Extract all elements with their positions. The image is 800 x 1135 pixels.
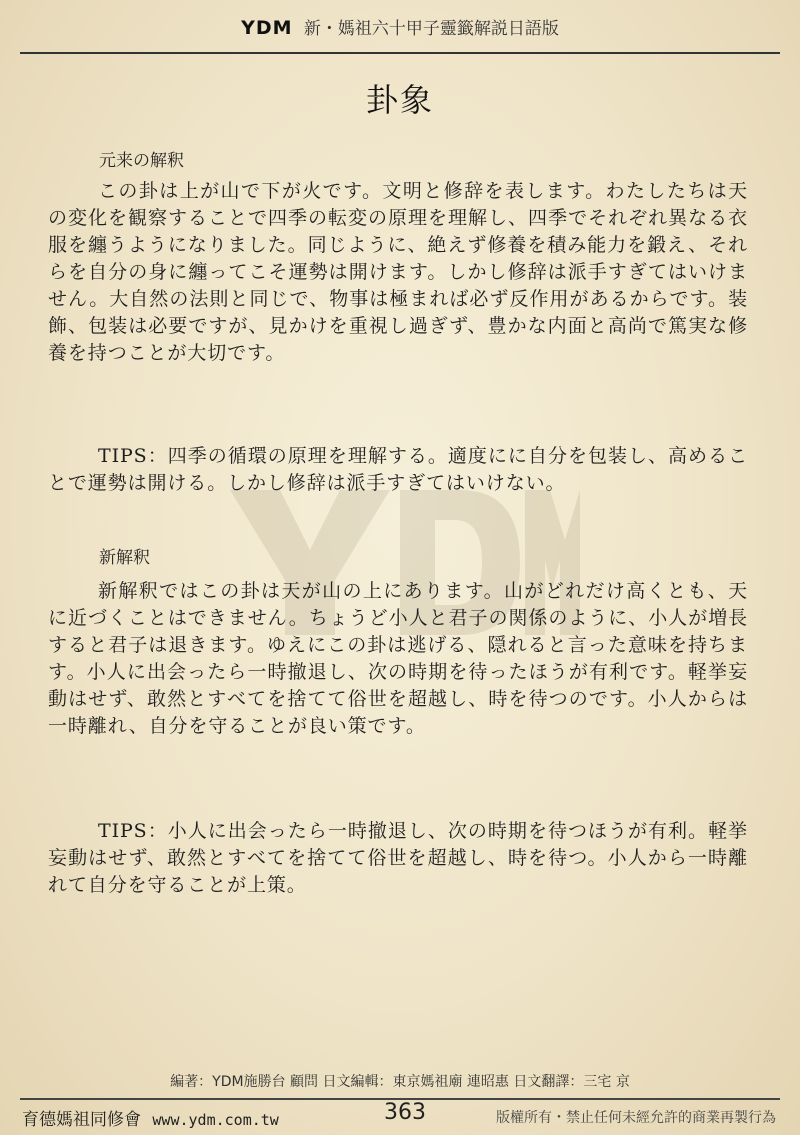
page-title: 卦象: [365, 81, 434, 119]
ydm-logo: YDM: [241, 17, 293, 39]
copyright-notice: 版權所有・禁止任何未經允許的商業再製行為: [496, 1110, 776, 1126]
page-number: 363: [384, 1100, 426, 1125]
header-rule: [20, 52, 780, 54]
org-name: 育德媽祖同修會: [22, 1110, 141, 1130]
footer-org: [22, 1105, 279, 1130]
website-link[interactable]: www.ydm.com.tw: [152, 1111, 279, 1129]
page-header: [0, 14, 800, 50]
original-interpretation-text: この卦は上が山で下が火です。文明と修辞を表します。わたしたちは天の変化を観察することで四季の転変の原理を理解し、四季でそれぞれ異なる衣服を纏うようになりました。同じように、絶えず修養を積み能力を鍛え、それらを自分の身に纏ってこそ運勢は開けます。しかし修辞は派手すぎてはいけません。大自然の法則と同じで、物事は極まれば必ず反作用があるからです。装飾、包装は必要ですが、見かけを重視し過ぎず、豊かな内面と高尚で篤実な修養を持つことが大切です。: [48, 180, 748, 364]
tips-new: TIPS：小人に出会ったら一時撤退し、次の時期を待つほうが有利。軽挙妄動はせず、敢然とすべてを捨てて俗世を超越し、時を待つ。小人から一時離れて自分を守ることが上策。: [48, 820, 748, 896]
new-interpretation-text: 新解釈ではこの卦は天が山の上にあります。山がどれだけ高くとも、天に近づくことはできません。ちょうど小人と君子の関係のように、小人が増長すると君子は退きます。ゆえにこの卦は逃げる、隠れると言った意味を持ちます。小人に出会ったら一時撤退し、次の時期を待ったほうが有利です。軽挙妄動はせず、敢然とすべてを捨てて俗世を超越し、時を待つのです。小人からは一時離れ、自分を守ることが良い策です。: [48, 580, 748, 737]
tips-original: TIPS：四季の循環の原理を理解する。適度にに自分を包装し、高めることで運勢は開ける。しかし修辞は派手すぎてはいけない。: [48, 445, 748, 494]
credits-line: 編著：YDM施勝台 顧問 日文編輯：東京媽祖廟 連昭惠 日文翻譯：三宅 京: [170, 1074, 630, 1090]
section-heading-original: 元来の解釈: [99, 151, 184, 171]
section-heading-new: 新解釈: [99, 548, 150, 568]
book-title: 新・媽祖六十甲子靈籤解説日語版: [303, 19, 559, 39]
